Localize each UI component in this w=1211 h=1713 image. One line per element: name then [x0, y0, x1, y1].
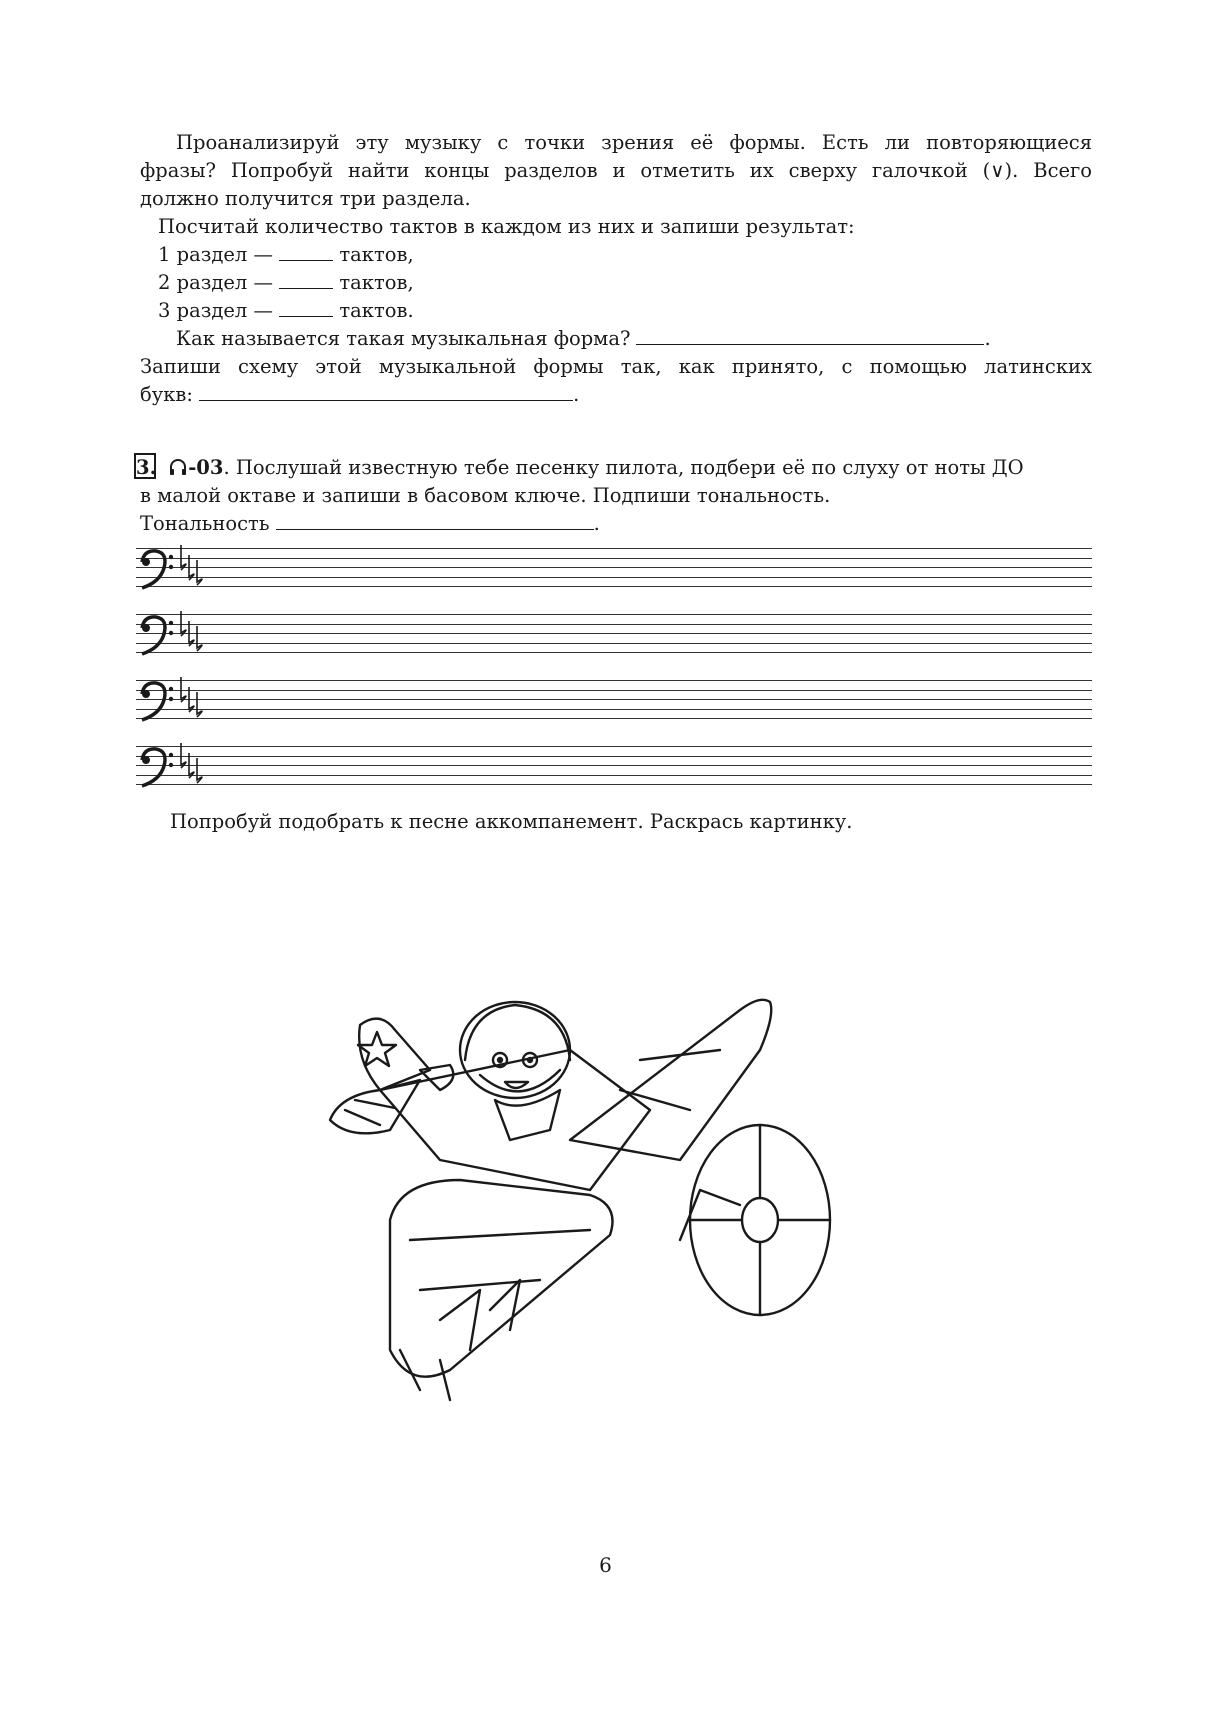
intro-line-1: Проанализируй эту музыку с точки зрения её формы. Есть ли повторяющиеся — [176, 131, 1092, 154]
staff-line — [136, 558, 1092, 559]
staff-line — [136, 765, 1092, 766]
section-3-row — [158, 296, 1094, 326]
accompaniment-text: Попробуй подобрать к песне аккомпанемент. Раскрась картинку. — [170, 810, 853, 833]
staff-line — [136, 548, 1092, 549]
section-label: 1 раздел — — [158, 243, 273, 266]
scheme-end: . — [573, 383, 580, 406]
staff-line — [136, 586, 1092, 587]
page-number: 6 — [599, 1553, 612, 1577]
staff-line — [136, 633, 1092, 634]
task3-text-1: . Послушай известную тебе песенку пилота, подбери её по слуху от ноты ДО — [223, 456, 1024, 479]
staff-line — [136, 746, 1092, 747]
staff-line — [136, 624, 1092, 625]
form-question: Как называется такая музыкальная форма? — [176, 327, 631, 350]
scheme-answer-blank[interactable] — [199, 380, 573, 401]
section-suffix: тактов. — [339, 299, 414, 322]
form-question-end: . — [984, 327, 991, 350]
section-1-blank[interactable] — [279, 240, 333, 261]
staff-line — [136, 784, 1092, 785]
section-suffix: тактов, — [339, 243, 414, 266]
scheme-label: букв: — [140, 383, 193, 406]
section-suffix: тактов, — [339, 271, 414, 294]
staff-line — [136, 680, 1092, 681]
music-staff[interactable] — [136, 746, 1092, 790]
count-prompt: Посчитай количество тактов в каждом из них и запиши результат: — [158, 215, 855, 238]
staff-line — [136, 756, 1092, 757]
music-staff[interactable] — [136, 548, 1092, 592]
form-answer-blank[interactable] — [636, 324, 984, 345]
key-row — [140, 509, 1076, 539]
bass-clef-key-signature-icon — [136, 606, 216, 666]
audio-ref: -03 — [188, 456, 224, 479]
music-staff[interactable] — [136, 680, 1092, 724]
key-label: Тональность — [140, 512, 270, 535]
intro-line-2: фразы? Попробуй найти концы разделов и отметить их сверху галочкой (∨). Всего — [140, 159, 1092, 182]
key-end: . — [593, 512, 600, 535]
key-answer-blank[interactable] — [276, 509, 594, 530]
staff-line — [136, 709, 1092, 710]
staff-line — [136, 577, 1092, 578]
staff-line — [136, 567, 1092, 568]
bass-clef-key-signature-icon — [136, 738, 216, 798]
airplane-pilot-coloring-picture — [320, 990, 880, 1420]
staff-line — [136, 643, 1092, 644]
form-question-row — [176, 324, 1112, 354]
section-label: 3 раздел — — [158, 299, 273, 322]
staff-line — [136, 775, 1092, 776]
staff-line — [136, 614, 1092, 615]
scheme-row — [140, 380, 1076, 410]
task3-line-2: в малой октаве и запиши в басовом ключе. Подпиши тональность. — [140, 484, 831, 507]
bass-clef-key-signature-icon — [136, 540, 216, 600]
music-staff[interactable] — [136, 614, 1092, 658]
staff-line — [136, 690, 1092, 691]
section-3-blank[interactable] — [279, 296, 333, 317]
section-2-blank[interactable] — [279, 268, 333, 289]
scheme-line-1: Запиши схему этой музыкальной формы так, как принято, с помощью латинских — [140, 355, 1092, 378]
intro-line-3: должно получится три раздела. — [140, 187, 471, 210]
staff-line — [136, 652, 1092, 653]
staff-line — [136, 718, 1092, 719]
section-1-row — [158, 240, 1094, 270]
bass-clef-key-signature-icon — [136, 672, 216, 732]
staff-line — [136, 699, 1092, 700]
section-2-row — [158, 268, 1094, 298]
section-label: 2 раздел — — [158, 271, 273, 294]
task-number: 3. — [134, 453, 156, 479]
